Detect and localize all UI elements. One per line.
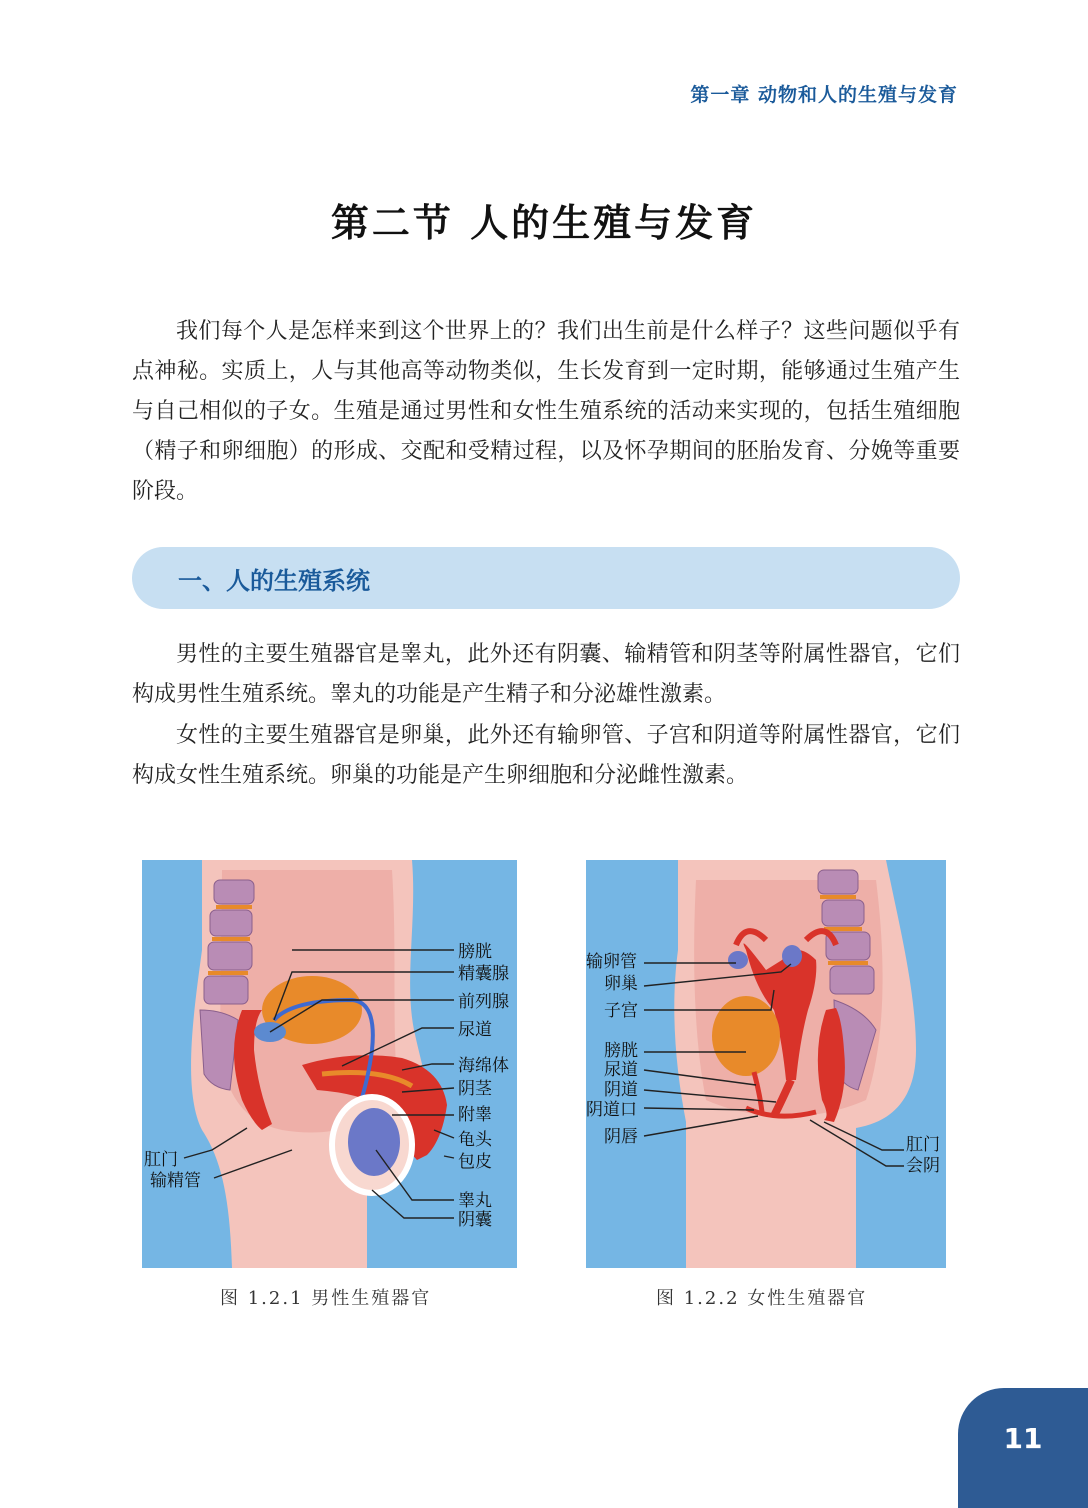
female-paragraph: 女性的主要生殖器官是卵巢，此外还有输卵管、子宫和阴道等附属性器官，它们构成女性生殖系统。卵巢的功能是产生卵细胞和分泌雌性激素。	[132, 723, 960, 788]
label-bladder-f: 膀胱	[604, 1041, 638, 1061]
label-foreskin: 包皮	[458, 1152, 492, 1172]
page-number-tab	[958, 1388, 1088, 1508]
label-urethra: 尿道	[458, 1020, 492, 1040]
figure-male	[142, 860, 517, 1268]
label-glans: 龟头	[458, 1130, 492, 1150]
label-vaginal-opening: 阴道口	[586, 1100, 637, 1120]
label-scrotum: 阴囊	[458, 1210, 492, 1230]
label-anus: 肛门	[144, 1150, 178, 1170]
label-seminal-vesicle: 精囊腺	[458, 964, 509, 984]
subheading-bar	[132, 547, 960, 609]
figure-female-caption: 图 1.2.2 女性生殖器官	[656, 1288, 868, 1309]
label-anus-f: 肛门	[906, 1135, 940, 1155]
label-uterus: 子宫	[604, 1001, 638, 1021]
label-perineum: 会阴	[906, 1156, 940, 1176]
label-prostate: 前列腺	[458, 992, 509, 1012]
label-testis: 睾丸	[458, 1191, 492, 1211]
label-bladder: 膀胱	[458, 942, 492, 962]
label-epididymis: 附睾	[458, 1105, 492, 1125]
label-fallopian-tube: 输卵管	[586, 952, 637, 972]
subheading: 一、人的生殖系统	[178, 567, 370, 595]
female-anatomy-illustration	[586, 860, 946, 1268]
label-urethra-f: 尿道	[604, 1060, 638, 1080]
running-head: 第一章 动物和人的生殖与发育	[690, 84, 958, 106]
figure-male-caption: 图 1.2.1 男性生殖器官	[220, 1288, 432, 1309]
label-penis: 阴茎	[458, 1079, 492, 1099]
label-corpus-cavernosum: 海绵体	[458, 1056, 509, 1076]
page-number: 11	[1003, 1422, 1043, 1455]
figure-female	[586, 860, 946, 1268]
section-title: 第二节 人的生殖与发育	[330, 201, 758, 245]
intro-paragraph: 我们每个人是怎样来到这个世界上的？我们出生前是什么样子？这些问题似乎有点神秘。实质上，人与其他高等动物类似，生长发育到一定时期，能够通过生殖产生与自己相似的子女。生殖是通过男性和女性生殖系统的活动来实现的，包括生殖细胞（精子和卵细胞）的形成、交配和受精过程，以及怀孕期间的胚胎发育、分娩等重要阶段。	[132, 319, 960, 504]
label-vagina: 阴道	[604, 1080, 638, 1100]
male-paragraph: 男性的主要生殖器官是睾丸，此外还有阴囊、输精管和阴茎等附属性器官，它们构成男性生殖系统。睾丸的功能是产生精子和分泌雄性激素。	[132, 642, 960, 707]
label-vas-deferens: 输精管	[150, 1171, 201, 1191]
label-ovary: 卵巢	[604, 974, 638, 994]
label-labia: 阴唇	[604, 1127, 638, 1147]
